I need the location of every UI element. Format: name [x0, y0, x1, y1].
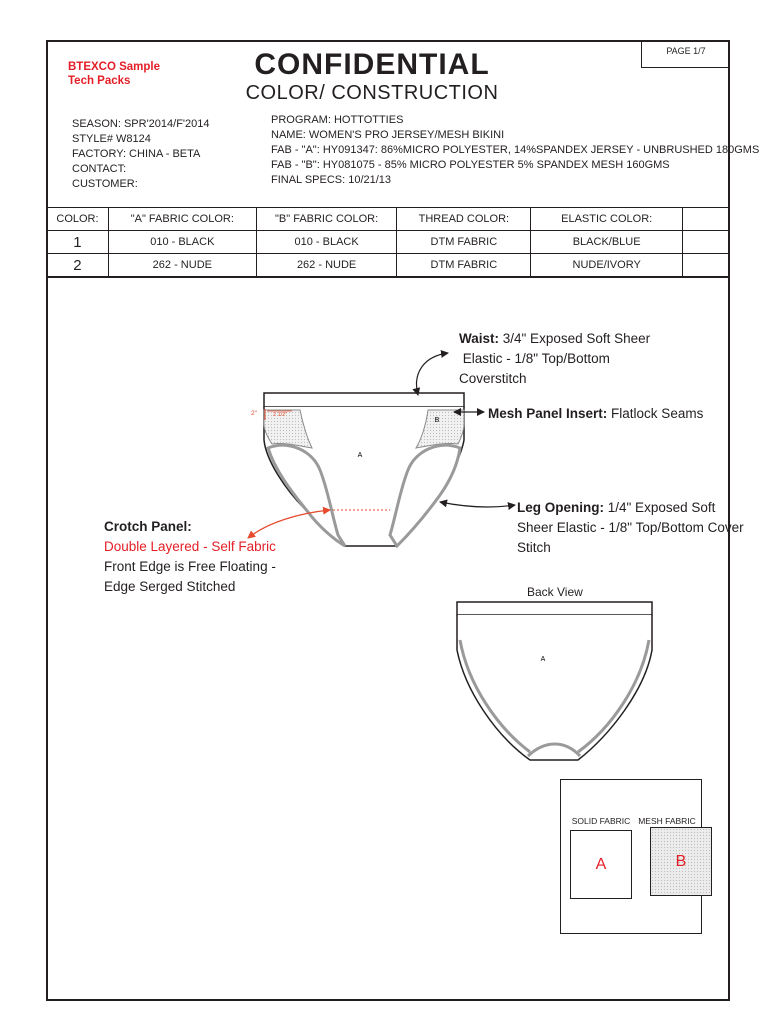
- table-cell: 2: [47, 254, 109, 277]
- crotch-text-1: Front Edge is Free Floating -: [104, 559, 276, 574]
- name-line: NAME: WOMEN'S PRO JERSEY/MESH BIKINI: [271, 129, 505, 141]
- table-cell: DTM FABRIC: [397, 254, 531, 277]
- crotch-text-2: Edge Serged Stitched: [104, 579, 236, 594]
- back-view-label: Back View: [527, 585, 583, 599]
- dimension-2-half-inch: 2 1/2": [273, 412, 288, 418]
- season-line: SEASON: SPR'2014/F'2014: [72, 118, 210, 130]
- crotch-red-text: Double Layered - Self Fabric: [104, 539, 276, 554]
- back-waistband: [457, 602, 652, 615]
- table-cell: 1: [47, 231, 109, 254]
- table-cell: 262 - NUDE: [256, 254, 397, 277]
- mesh-text: Flatlock Seams: [607, 406, 704, 421]
- mesh-fabric-label: MESH FABRIC: [638, 816, 696, 826]
- waist-text-2: Elastic - 1/8" Top/Bottom: [462, 351, 610, 366]
- front-waistband: [264, 393, 464, 407]
- solid-fabric-letter: A: [595, 855, 607, 873]
- leg-label: Leg Opening:: [517, 500, 604, 515]
- table-cell: 010 - BLACK: [108, 231, 256, 254]
- mesh-fabric-letter: B: [675, 852, 687, 870]
- table-header-cell: COLOR:: [47, 208, 109, 231]
- brand-line-1: BTEXCO Sample: [68, 61, 161, 73]
- page-title: CONFIDENTIAL: [254, 48, 490, 81]
- page-subtitle: COLOR/ CONSTRUCTION: [245, 82, 499, 104]
- leg-note: [517, 498, 744, 558]
- crotch-note: [104, 517, 276, 597]
- solid-fabric-label: SOLID FABRIC: [571, 816, 631, 826]
- customer-line: CUSTOMER:: [72, 178, 138, 190]
- mesh-fabric-swatch: [650, 827, 712, 896]
- style-line: STYLE# W8124: [72, 133, 151, 145]
- fabric-b-line: FAB - "B": HY081075 - 85% MICRO POLYESTER 5% SPANDEX MESH 160GMS: [271, 159, 670, 171]
- fabric-swatch-box: [560, 779, 702, 934]
- page-number: PAGE 1/7: [641, 40, 730, 68]
- front-label-a: A: [357, 452, 363, 459]
- front-label-b: B: [434, 417, 440, 424]
- waist-arrow: [417, 353, 448, 395]
- back-body-outline: [457, 615, 652, 760]
- table-header-cell: "A" FABRIC COLOR:: [108, 208, 256, 231]
- dimension-2-inch: 2": [251, 410, 257, 417]
- mesh-label: Mesh Panel Insert:: [488, 406, 608, 421]
- leg-arrow: [440, 502, 515, 507]
- crotch-label: Crotch Panel:: [104, 519, 192, 534]
- waist-text-1: 3/4" Exposed Soft Sheer: [499, 331, 651, 346]
- fabric-a-line: FAB - "A": HY091347: 86%MICRO POLYESTER, 14%SPANDEX JERSEY - UNBRUSHED 180GMS: [271, 144, 760, 156]
- table-cell: DTM FABRIC: [397, 231, 531, 254]
- mesh-note: [488, 404, 703, 424]
- leg-text-2: Sheer Elastic - 1/8" Top/Bottom Cover: [517, 520, 744, 535]
- solid-fabric-swatch: [570, 830, 632, 899]
- program-line: PROGRAM: HOTTOTTIES: [271, 114, 404, 126]
- waist-text-3: Coverstitch: [459, 371, 527, 386]
- table-cell: 262 - NUDE: [108, 254, 256, 277]
- contact-line: CONTACT:: [72, 163, 127, 175]
- waist-label: Waist:: [459, 331, 499, 346]
- front-view-sketch: [251, 393, 464, 546]
- table-header-cell: ELASTIC COLOR:: [531, 208, 683, 231]
- table-header-cell: THREAD COLOR:: [397, 208, 531, 231]
- leg-text-3: Stitch: [517, 540, 551, 555]
- waist-note: [459, 329, 650, 389]
- table-cell: NUDE/IVORY: [531, 254, 683, 277]
- final-specs-line: FINAL SPECS: 10/21/13: [271, 174, 392, 186]
- table-cell: 010 - BLACK: [256, 231, 397, 254]
- leg-text-1: 1/4" Exposed Soft: [604, 500, 716, 515]
- back-label-a: A: [540, 656, 546, 663]
- factory-line: FACTORY: CHINA - BETA: [72, 148, 201, 160]
- back-view-sketch: [457, 602, 652, 760]
- table-header-cell: "B" FABRIC COLOR:: [256, 208, 397, 231]
- table-cell: BLACK/BLUE: [531, 231, 683, 254]
- brand-line-2: Tech Packs: [68, 75, 131, 87]
